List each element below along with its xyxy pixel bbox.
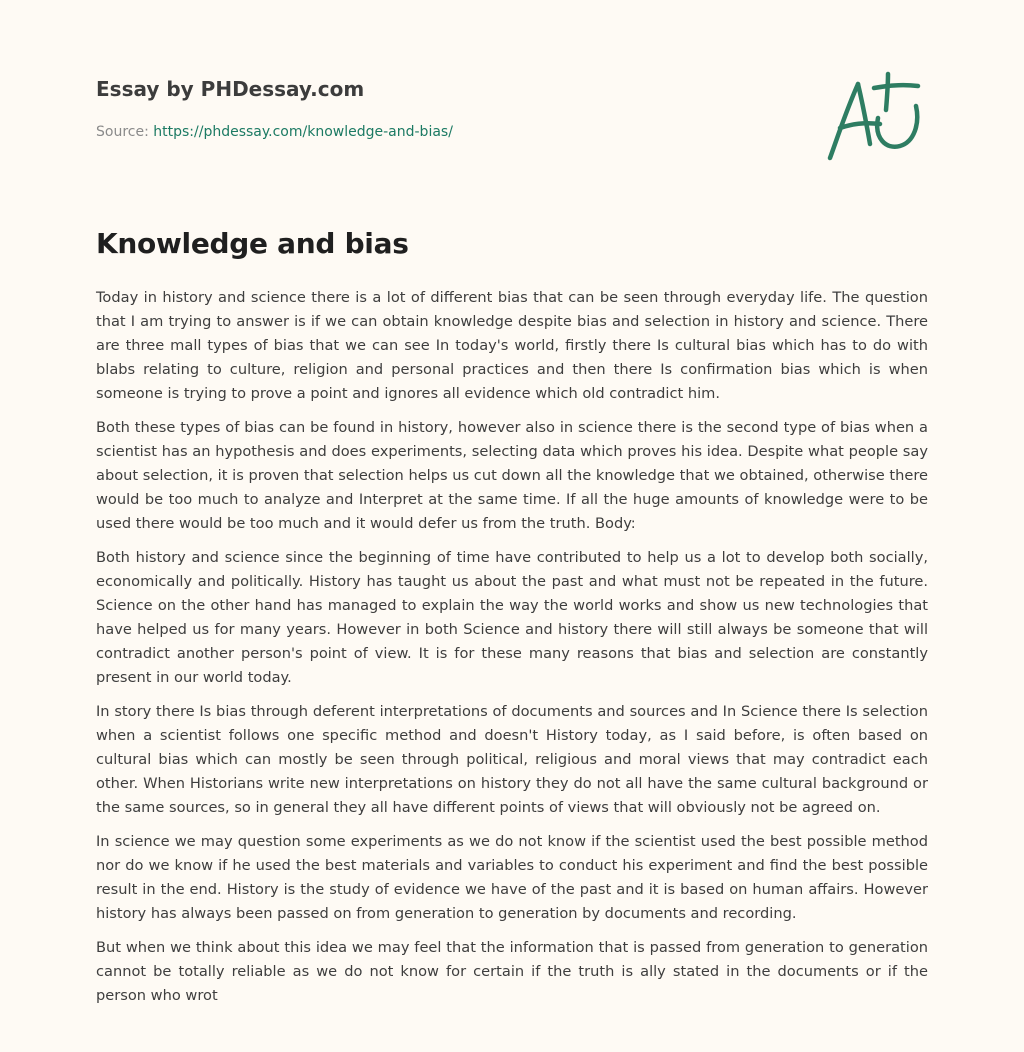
a-plus-grade-icon bbox=[820, 66, 930, 166]
essay-title: Knowledge and bias bbox=[96, 227, 409, 260]
site-brand: Essay by PHDessay.com bbox=[96, 77, 365, 101]
essay-header bbox=[96, 74, 696, 142]
source-label: Source: bbox=[96, 124, 154, 140]
source-line bbox=[96, 122, 696, 142]
essay-paragraph: Both these types of bias can be found in history, however also in science there is the second type of bias when a scientist has an hypothesis and does experiments, selecting data which proves his idea. Despite what people say about selection, it is proven that selection helps us cut down all the knowledge that we obtained, otherwise there would be too much to analyze and Interpret at the same time. If all the huge amounts of knowledge were to be used there would be too much and it would defer us from the truth. Body: bbox=[96, 419, 928, 532]
source-link[interactable]: https://phdessay.com/knowledge-and-bias/ bbox=[153, 124, 453, 140]
essay-paragraph: In story there Is bias through deferent interpretations of documents and sources and In Science there Is selection when a scientist follows one specific method and doesn't History today, as I said before, is often based on cultural bias which can mostly be seen through political, religious and moral views that may contradict each other. When Historians write new interpretations on history they do not all have the same cultural background or the same sources, so in general they all have different points of views that will obviously not be agreed on. bbox=[96, 703, 928, 816]
essay-paragraph: Both history and science since the beginning of time have contributed to help us a lot to develop both socially, economically and politically. History has taught us about the past and what must not be repeated in the future. Science on the other hand has managed to explain the way the world works and show us new technologies that have helped us for many years. However in both Science and history there will still always be someone that will contradict another person's point of view. It is for these many reasons that bias and selection are constantly present in our world today. bbox=[96, 549, 928, 686]
essay-paragraph: Today in history and science there is a lot of different bias that can be seen through everyday life. The question that I am trying to answer is if we can obtain knowledge despite bias and selection in history and science. There are three mall types of bias that we can see In today's world, firstly there Is cultural bias which has to do with blabs relating to culture, religion and personal practices and then there Is confirmation bias which is when someone is trying to prove a point and ignores all evidence which old contradict him. bbox=[96, 289, 928, 402]
essay-paragraph: But when we think about this idea we may feel that the information that is passed from generation to generation cannot be totally reliable as we do not know for certain if the truth is ally stated in the documents or if the person who wrot bbox=[96, 939, 928, 1004]
essay-paragraph: In science we may question some experiments as we do not know if the scientist used the best possible method nor do we know if he used the best materials and variables to conduct his experiment and find the best possible result in the end. History is the study of evidence we have of the past and it is based on human affairs. However history has always been passed on from generation to generation by documents and recording. bbox=[96, 833, 928, 922]
essay-body bbox=[96, 286, 928, 1018]
